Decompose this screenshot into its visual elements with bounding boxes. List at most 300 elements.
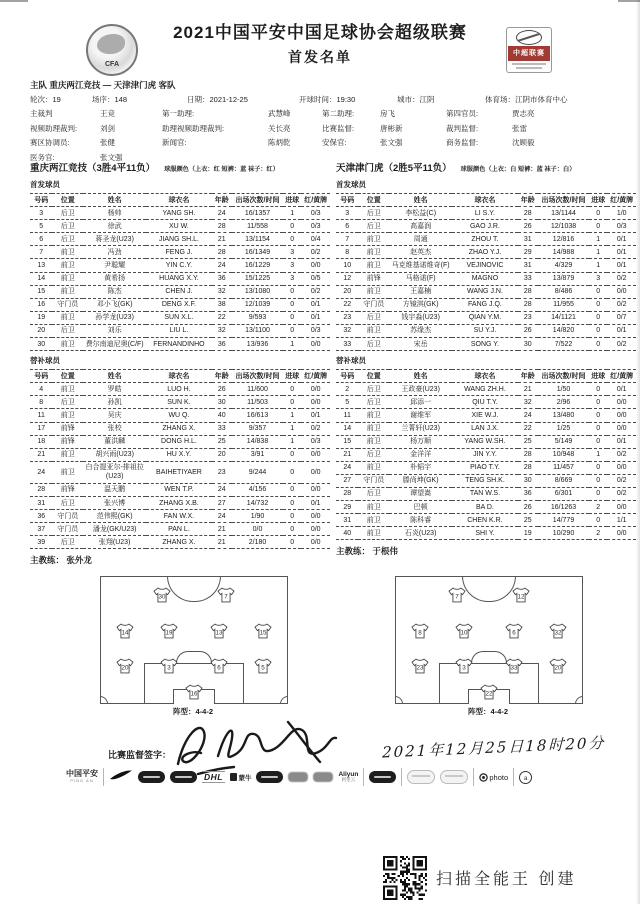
player-position: 前卫 [358, 435, 389, 448]
player-age: 36 [212, 338, 232, 351]
player-age: 32 [212, 285, 232, 298]
column-header: 出场次数/时间 [538, 370, 589, 383]
player-row [336, 527, 636, 540]
player-cards: 0/0 [607, 422, 636, 435]
player-goals: 1 [589, 246, 607, 259]
column-header: 进球 [283, 370, 301, 383]
column-header: 出场次数/时间 [538, 194, 589, 207]
player-number: 15 [336, 435, 358, 448]
player-apps-minutes: 16/1263 [538, 501, 589, 514]
player-jersey-name: VEJINOVIC [452, 259, 517, 272]
player-goals: 0 [589, 311, 607, 324]
player-number: 12 [336, 272, 358, 285]
player-position: 前卫 [358, 324, 389, 337]
player-apps-minutes: 7/522 [538, 338, 589, 351]
player-age: 29 [518, 246, 538, 259]
sponsor-logo-pill [256, 771, 283, 783]
player-age: 40 [212, 409, 232, 422]
player-jersey-name: SUN K. [146, 396, 211, 409]
official-label: 商务监督: [446, 138, 479, 147]
player-age: 26 [212, 383, 232, 396]
player-row [336, 311, 636, 324]
player-goals: 0 [589, 514, 607, 527]
table-header-row [30, 194, 330, 207]
player-apps-minutes: 11/503 [232, 396, 283, 409]
player-row [30, 259, 330, 272]
player-apps-minutes: 10/948 [538, 448, 589, 461]
player-position: 后卫 [52, 220, 83, 233]
player-position: 前锋 [358, 272, 389, 285]
player-row [30, 220, 330, 233]
player-age: 20 [212, 448, 232, 461]
player-name: 赵英杰 [389, 246, 452, 259]
player-apps-minutes: 4/329 [538, 259, 589, 272]
player-name: 高嘉润 [389, 220, 452, 233]
home-formation-label: 阵型：4-4-2 [172, 707, 213, 716]
player-name: 陈科睿 [389, 514, 452, 527]
player-jersey-name: FERNANDINHO [146, 338, 211, 351]
player-name: 钱宇淼(U23) [389, 311, 452, 324]
player-goals: 0 [283, 497, 301, 510]
player-row [336, 474, 636, 487]
player-position: 守门员 [358, 474, 389, 487]
official-name: 刘剑 [100, 123, 115, 133]
player-shirt-icon [210, 623, 228, 639]
player-name: 范伟熙(GK) [83, 510, 146, 523]
player-cards: 1/1 [607, 514, 636, 527]
sponsor-logo-ring: a [519, 771, 532, 784]
player-position: 后卫 [52, 207, 83, 220]
player-number: 17 [30, 422, 52, 435]
player-jersey-name: WANG ZH.H. [452, 383, 517, 396]
player-row [336, 501, 636, 514]
svg-text:10: 10 [460, 629, 468, 637]
player-position: 前卫 [52, 246, 83, 259]
player-cards: 0/1 [301, 311, 330, 324]
svg-text:7: 7 [223, 593, 228, 601]
home-formation-pitch [100, 576, 288, 704]
player-goals: 1 [283, 409, 301, 422]
player-position: 前锋 [52, 483, 83, 496]
player-jersey-name: YANG SH. [146, 207, 211, 220]
player-number: 28 [30, 483, 52, 496]
sponsor-logo-ghost [407, 770, 435, 784]
player-cards: 0/2 [607, 298, 636, 311]
player-cards: 0/2 [607, 474, 636, 487]
player-goals: 0 [283, 324, 301, 337]
svg-text:32: 32 [554, 629, 562, 637]
player-name: 宋岳 [389, 338, 452, 351]
player-position: 后卫 [358, 338, 389, 351]
official-name: 武慧峰 [268, 109, 291, 118]
player-shirt-icon [254, 623, 272, 639]
player-name: 陈杰 [83, 285, 146, 298]
player-goals: 2 [589, 527, 607, 540]
player-apps-minutes: 14/1121 [538, 311, 589, 324]
svg-text:19: 19 [165, 629, 173, 637]
player-position: 后卫 [52, 324, 83, 337]
player-row [30, 207, 330, 220]
player-position: 前卫 [358, 461, 389, 474]
cfa-logo-text: CFA [105, 61, 119, 68]
column-header: 年龄 [212, 194, 232, 207]
player-row [336, 396, 636, 409]
away-formation-pitch [395, 576, 583, 704]
player-age: 26 [518, 324, 538, 337]
player-jersey-name: JIN Y.Y. [452, 448, 517, 461]
player-name: 杨万顺 [389, 435, 452, 448]
player-position: 前卫 [52, 272, 83, 285]
home-starters-table-el [30, 193, 330, 351]
player-apps-minutes: 11/600 [232, 383, 283, 396]
player-position: 后卫 [52, 233, 83, 246]
info-item: 轮次：19 [30, 95, 61, 104]
player-age: 31 [518, 259, 538, 272]
player-cards: 0/3 [607, 220, 636, 233]
player-shirt-icon [160, 623, 178, 639]
column-header: 年龄 [212, 370, 232, 383]
player-number: 27 [336, 474, 358, 487]
player-row [30, 448, 330, 461]
column-header: 出场次数/时间 [232, 194, 283, 207]
player-cards: 0/0 [607, 285, 636, 298]
player-age: 22 [212, 311, 232, 324]
player-apps-minutes: 2/180 [232, 536, 283, 549]
player-name: 费尔南迪尼奥(C/F) [83, 338, 146, 351]
player-jersey-name: HU X.Y. [146, 448, 211, 461]
player-row [30, 523, 330, 536]
player-cards: 0/1 [607, 259, 636, 272]
player-name: 马格诺(F) [389, 272, 452, 285]
player-name: 王政豪(U23) [389, 383, 452, 396]
player-apps-minutes: 0/0 [232, 523, 283, 536]
official-label: 第四官员: [446, 109, 479, 118]
player-number: 37 [30, 523, 52, 536]
official-name: 关长亮 [268, 123, 291, 133]
player-cards: 0/2 [607, 272, 636, 285]
player-number: 14 [336, 422, 358, 435]
player-apps-minutes: 14/732 [232, 497, 283, 510]
column-header: 进球 [283, 194, 301, 207]
player-cards: 0/0 [301, 338, 330, 351]
sponsor-logos-strip [66, 760, 628, 794]
official-name: 唐彬新 [380, 123, 403, 133]
player-position: 前卫 [52, 338, 83, 351]
table-header-row [336, 370, 636, 383]
player-goals: 0 [283, 396, 301, 409]
player-row [30, 435, 330, 448]
player-shirt-icon [411, 658, 429, 674]
player-number: 21 [336, 448, 358, 461]
player-position: 后卫 [358, 220, 389, 233]
player-row [30, 461, 330, 483]
player-position: 前卫 [52, 409, 83, 422]
player-jersey-name: QIU T.Y. [452, 396, 517, 409]
player-name: 张兴博 [83, 497, 146, 510]
sponsor-logo-dhl: DHL [204, 772, 223, 782]
player-goals: 0 [283, 233, 301, 246]
info-item: 日期：2021-12-25 [187, 95, 248, 104]
player-position: 前卫 [358, 285, 389, 298]
player-row [30, 536, 330, 549]
info-row [30, 94, 620, 105]
player-name: 兰菁轩(U23) [389, 422, 452, 435]
player-position: 后卫 [52, 536, 83, 549]
official-name: 张文强 [380, 138, 403, 147]
player-cards: 0/2 [301, 246, 330, 259]
player-shirt-icon [455, 658, 473, 674]
player-name: 罗皓 [83, 383, 146, 396]
player-age: 27 [212, 497, 232, 510]
player-cards: 0/0 [301, 483, 330, 496]
player-number: 40 [336, 527, 358, 540]
player-goals: 0 [283, 298, 301, 311]
player-cards: 0/0 [607, 501, 636, 514]
player-cards: 0/2 [301, 422, 330, 435]
player-apps-minutes: 16/1357 [232, 207, 283, 220]
player-number: 4 [30, 383, 52, 396]
player-row [30, 272, 330, 285]
player-name: 尹聪耀 [83, 259, 146, 272]
home-team-column [30, 160, 330, 566]
player-number: 32 [336, 324, 358, 337]
player-apps-minutes: 11/457 [538, 461, 589, 474]
player-apps-minutes: 13/1144 [538, 207, 589, 220]
player-position: 守门员 [358, 298, 389, 311]
svg-text:6: 6 [217, 665, 221, 673]
player-apps-minutes: 9/244 [232, 461, 283, 483]
player-jersey-name: WANG J.N. [452, 285, 517, 298]
player-goals: 0 [589, 396, 607, 409]
sponsor-logo-blob [288, 772, 308, 782]
player-cards: 0/0 [607, 409, 636, 422]
officials-grid [30, 108, 630, 163]
player-shirt-icon [448, 587, 466, 603]
away-starters-table-el [336, 193, 636, 351]
player-row [30, 510, 330, 523]
svg-text:20: 20 [554, 665, 562, 673]
sponsor-logo-photo: photo [479, 773, 508, 782]
player-jersey-name: TAN W.S. [452, 487, 517, 500]
player-age: 32 [212, 324, 232, 337]
home-coach-name: 张外龙 [66, 555, 92, 566]
player-cards: 1/0 [607, 207, 636, 220]
player-shirt-icon [549, 658, 567, 674]
player-row [336, 220, 636, 233]
player-name: 马克维基诺维奇(F) [389, 259, 452, 272]
player-age: 23 [212, 461, 232, 483]
player-cards: 0/1 [607, 324, 636, 337]
handwritten-datetime: 2021年12月25日18时20分 [381, 733, 606, 762]
player-row [336, 461, 636, 474]
player-position: 前卫 [52, 285, 83, 298]
player-goals: 1 [283, 422, 301, 435]
svg-text:30: 30 [158, 593, 166, 601]
player-number: 23 [336, 311, 358, 324]
player-name: 方镜淇(GK) [389, 298, 452, 311]
player-apps-minutes: 1/90 [232, 510, 283, 523]
column-header: 进球 [589, 370, 607, 383]
player-row [30, 324, 330, 337]
player-cards: 0/3 [301, 324, 330, 337]
player-shirt-icon [455, 623, 473, 639]
player-number: 29 [336, 501, 358, 514]
sponsor-logo-pingan: 中国平安 PING AN [66, 769, 98, 784]
column-header: 号码 [30, 194, 52, 207]
player-row [336, 207, 636, 220]
player-cards: 0/0 [301, 259, 330, 272]
official-label: 安保官: [322, 138, 347, 147]
official-name: 张雷 [512, 123, 527, 133]
player-cards: 0/3 [301, 435, 330, 448]
player-cards: 0/1 [607, 246, 636, 259]
player-age: 21 [212, 536, 232, 549]
player-age: 22 [518, 422, 538, 435]
player-goals: 1 [589, 448, 607, 461]
info-item: 城市：江阴 [397, 95, 435, 104]
official-label: 比赛监督: [322, 123, 355, 133]
player-apps-minutes: 13/879 [538, 272, 589, 285]
sponsor-logo-pill [369, 771, 396, 783]
player-age: 24 [212, 207, 232, 220]
player-apps-minutes: 1/25 [538, 422, 589, 435]
player-name: 黄希扬 [83, 272, 146, 285]
player-jersey-name: TENG SH.K. [452, 474, 517, 487]
player-name: 张翔(U23) [83, 536, 146, 549]
sponsor-logo-mengniu: 蒙牛 [230, 773, 252, 782]
player-apps-minutes: 11/558 [232, 220, 283, 233]
player-position: 后卫 [358, 311, 389, 324]
player-apps-minutes: 6/301 [538, 487, 589, 500]
player-number: 8 [30, 396, 52, 409]
player-row [336, 514, 636, 527]
player-jersey-name: LUO H. [146, 383, 211, 396]
player-number: 14 [30, 272, 52, 285]
player-name: 徐武 [83, 220, 146, 233]
home-team-name: 重庆两江竞技（3胜4平11负） [30, 163, 156, 174]
player-jersey-name: FENG J. [146, 246, 211, 259]
page-title: 2021中国平安中国足球协会超级联赛 [173, 23, 467, 42]
csl-badge-text: 中超联赛 [508, 46, 550, 61]
svg-text:12: 12 [517, 593, 525, 601]
player-number: 6 [30, 233, 52, 246]
supervisor-signature-label: 比赛监督签字： [108, 750, 172, 760]
player-cards: 0/0 [301, 510, 330, 523]
away-subs-table-el [336, 369, 636, 540]
player-cards: 0/2 [301, 285, 330, 298]
official-name: 王竞 [100, 109, 115, 118]
svg-text:16: 16 [190, 690, 198, 698]
sponsor-separator [473, 768, 474, 786]
player-apps-minutes: 13/1154 [232, 233, 283, 246]
player-number: 16 [30, 298, 52, 311]
player-age: 24 [212, 510, 232, 523]
player-age: 30 [518, 474, 538, 487]
player-age: 21 [212, 233, 232, 246]
column-header: 位置 [52, 370, 83, 383]
player-jersey-name: LIU L. [146, 324, 211, 337]
player-position: 前锋 [52, 435, 83, 448]
player-name: 周通 [389, 233, 452, 246]
player-age: 19 [518, 527, 538, 540]
player-goals: 0 [283, 383, 301, 396]
player-name: 滕尚坤(GK) [389, 474, 452, 487]
player-jersey-name: XU W. [146, 220, 211, 233]
sponsor-separator [103, 768, 104, 786]
svg-text:23: 23 [416, 665, 424, 673]
player-goals: 1 [283, 338, 301, 351]
player-apps-minutes: 14/820 [538, 324, 589, 337]
player-number: 8 [336, 246, 358, 259]
column-header: 号码 [30, 370, 52, 383]
column-header: 号码 [336, 194, 358, 207]
sponsor-logo-pill [170, 771, 197, 783]
player-jersey-name: JIANG SH.L. [146, 233, 211, 246]
player-row [30, 311, 330, 324]
player-age: 28 [518, 461, 538, 474]
player-apps-minutes: 8/486 [538, 285, 589, 298]
player-apps-minutes: 15/1225 [232, 272, 283, 285]
player-row [30, 497, 330, 510]
column-header: 姓名 [389, 194, 452, 207]
sponsor-separator [363, 768, 364, 786]
player-name: 巴顿 [389, 501, 452, 514]
player-apps-minutes: 11/955 [538, 298, 589, 311]
player-goals: 3 [283, 259, 301, 272]
player-age: 31 [518, 233, 538, 246]
player-position: 前卫 [358, 514, 389, 527]
player-goals: 0 [589, 461, 607, 474]
player-name: 张校 [83, 422, 146, 435]
player-position: 前卫 [52, 311, 83, 324]
player-apps-minutes: 12/816 [538, 233, 589, 246]
player-goals: 0 [589, 285, 607, 298]
info-item: 场序：148 [92, 95, 128, 104]
column-header: 红/黄牌 [607, 370, 636, 383]
scan-artifact [618, 0, 640, 2]
home-kit-colors: 球服颜色（上衣：红 短裤：蓝 袜子：红） [164, 166, 279, 173]
player-apps-minutes: 13/936 [232, 338, 283, 351]
player-position: 前卫 [358, 233, 389, 246]
official-label: 医务官: [30, 152, 55, 162]
player-position: 前卫 [358, 246, 389, 259]
player-name: 孙凯 [83, 396, 146, 409]
player-cards: 0/2 [607, 448, 636, 461]
player-goals: 0 [283, 448, 301, 461]
sponsor-logo-pill [138, 771, 165, 783]
away-team-column [336, 160, 636, 557]
player-jersey-name: QIAN Y.M. [452, 311, 517, 324]
player-name: 石炎(U23) [389, 527, 452, 540]
player-position: 前卫 [52, 383, 83, 396]
column-header: 红/黄牌 [301, 194, 330, 207]
player-number: 39 [30, 536, 52, 549]
player-number: 18 [30, 435, 52, 448]
sponsor-separator [401, 768, 402, 786]
player-cards: 0/4 [301, 233, 330, 246]
info-item: 体育场：江阴市体育中心 [485, 95, 568, 104]
official-label: 主裁判 [30, 109, 53, 118]
svg-text:14: 14 [121, 629, 129, 637]
player-age: 28 [518, 207, 538, 220]
column-header: 球衣名 [146, 194, 211, 207]
player-age: 26 [518, 501, 538, 514]
away-subs-label: 替补球员 [336, 356, 366, 366]
player-name: 白合提亚尔-排祖拉(U23) [83, 461, 146, 483]
player-shirt-icon [480, 684, 498, 700]
player-cards: 0/0 [301, 523, 330, 536]
player-position: 前卫 [52, 259, 83, 272]
